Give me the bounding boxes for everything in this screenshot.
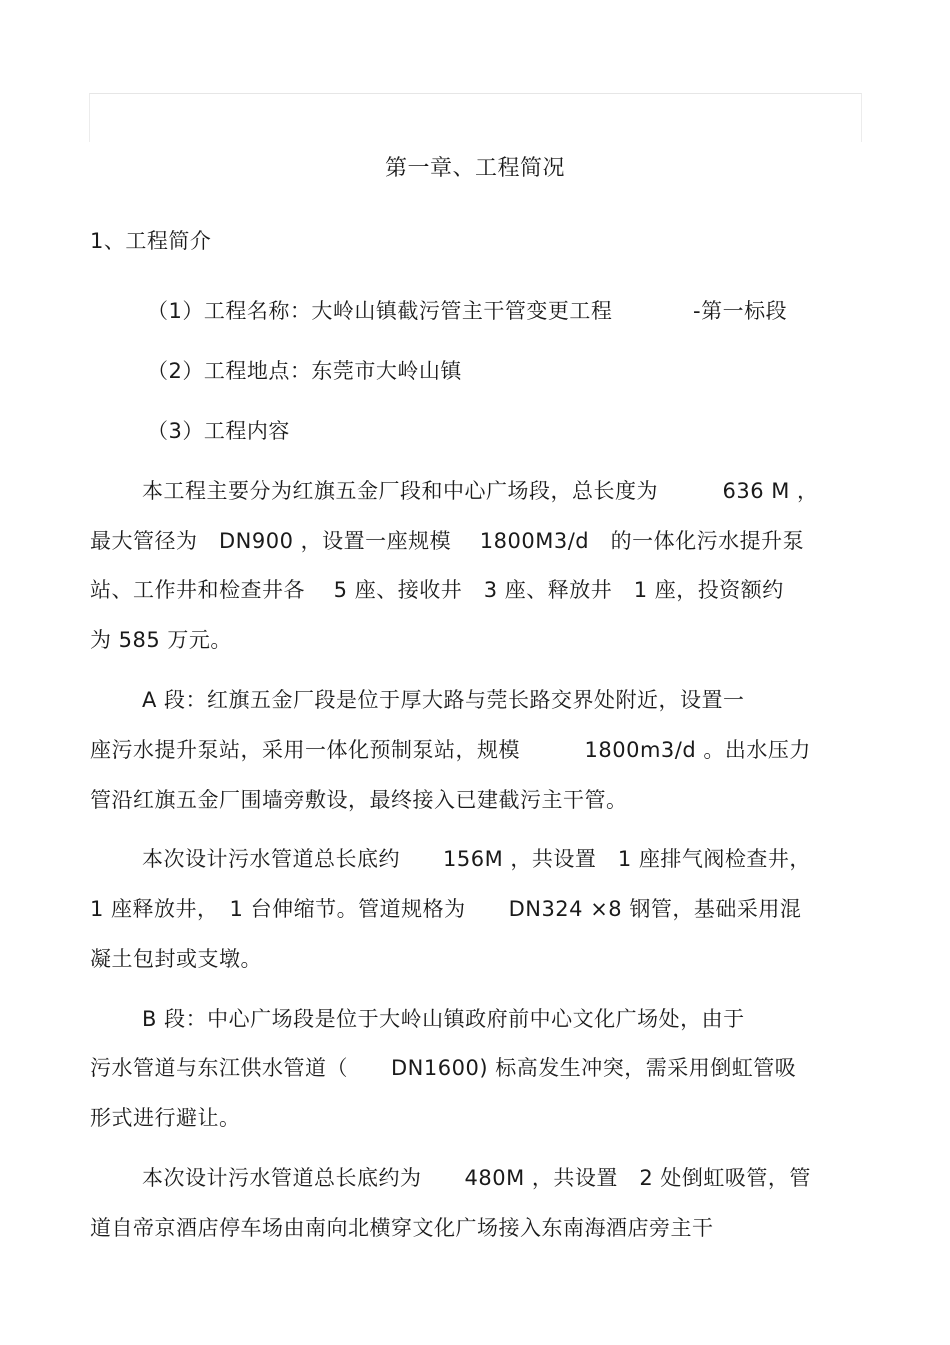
chapter-title: 第一章、工程简况	[384, 156, 565, 181]
item-project-name-suffix: -第一标段	[693, 299, 788, 323]
paragraph-line: A 段：红旗五金厂段是位于厚大路与莞长路交界处附近，设置一	[142, 688, 745, 712]
paragraph-line: 形式进行避让。	[90, 1106, 241, 1130]
paragraph-line: 道自帝京酒店停车场由南向北横穿文化广场接入东南海酒店旁主干	[90, 1216, 714, 1240]
paragraph-line: 为 585 万元。	[90, 628, 232, 652]
item-project-name: （1）工程名称：大岭山镇截污管主干管变更工程	[147, 299, 613, 323]
paragraph-line: 凝土包封或支墩。	[90, 947, 262, 971]
paragraph-line: 污水管道与东江供水管道（ DN1600) 标高发生冲突，需采用倒虹管吸	[90, 1056, 797, 1080]
paragraph-line: 管沿红旗五金厂围墙旁敷设，最终接入已建截污主干管。	[90, 788, 628, 812]
paragraph-line: 本次设计污水管道总长底约为 480M ，共设置 2 处倒虹吸管，管	[142, 1166, 811, 1190]
paragraph-line: B 段：中心广场段是位于大岭山镇政府前中心文化广场处，由于	[142, 1007, 745, 1031]
paragraph-line: 座污水提升泵站，采用一体化预制泵站，规模 1800m3/d 。出水压力	[90, 738, 811, 762]
paragraph-line: 最大管径为 DN900 ，设置一座规模 1800M3/d 的一体化污水提升泵	[90, 529, 805, 553]
item-project-location: （2）工程地点：东莞市大岭山镇	[147, 359, 462, 383]
paragraph-line: 1 座释放井， 1 台伸缩节。管道规格为 DN324 ×8 钢管，基础采用混	[90, 897, 802, 921]
page-header-frame	[89, 93, 862, 142]
paragraph-line: 站、工作井和检查井各 5 座、接收井 3 座、释放井 1 座，投资额约	[90, 578, 784, 602]
section-heading: 1、工程简介	[90, 229, 212, 253]
paragraph-line: 本工程主要分为红旗五金厂段和中心广场段，总长度为 636 M ，	[142, 479, 819, 503]
paragraph-line: 本次设计污水管道总长底约 156M ，共设置 1 座排气阀检查井，	[142, 847, 811, 871]
item-project-content: （3）工程内容	[147, 419, 290, 443]
